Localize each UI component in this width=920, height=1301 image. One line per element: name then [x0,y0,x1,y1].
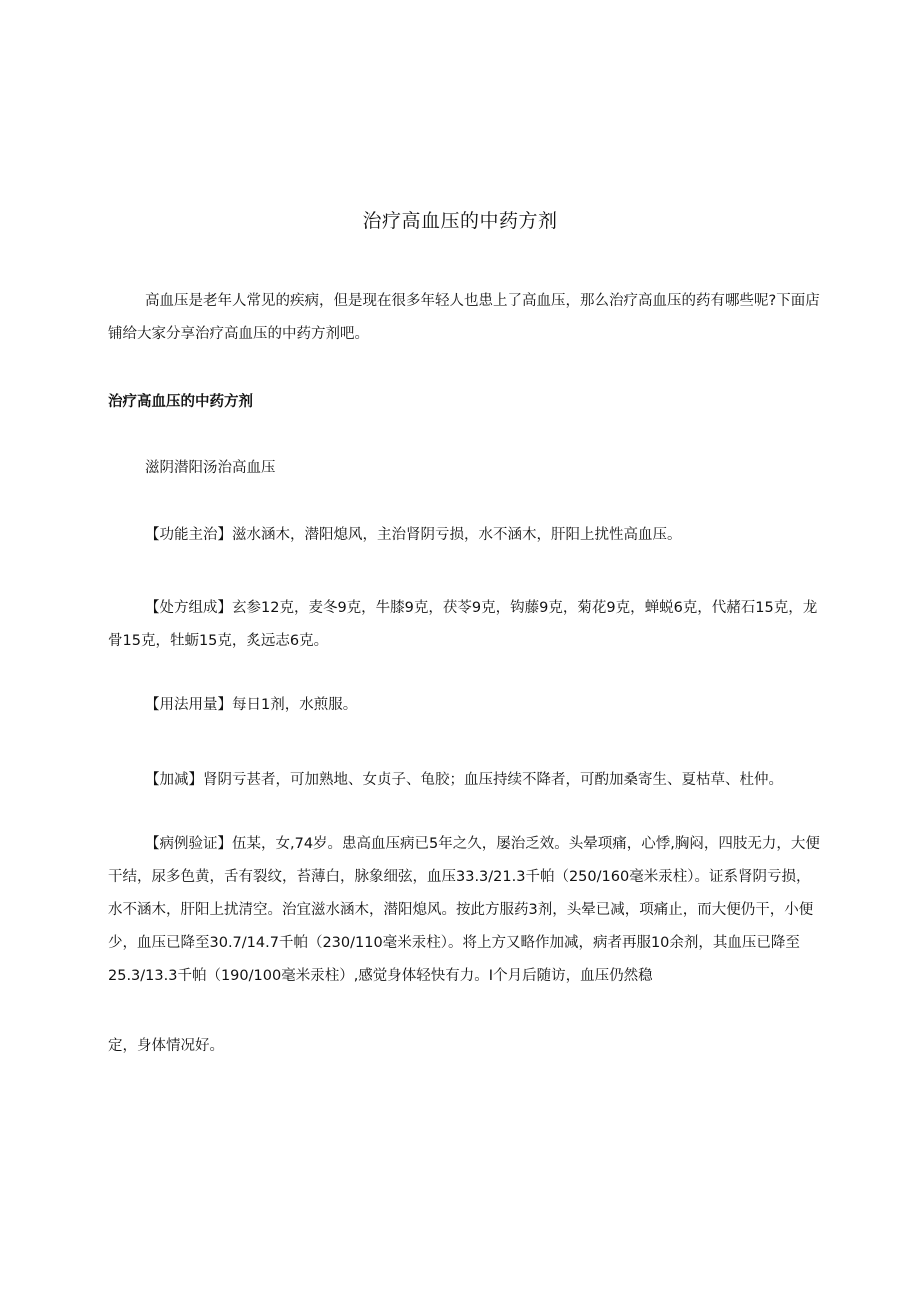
section-heading: 治疗高血压的中药方剂 [108,394,253,410]
formula-name: 滋阴潜阳汤治高血压 [145,460,276,476]
document-title: 治疗高血压的中药方剂 [362,210,558,232]
case-tail-paragraph: 定，身体情况好。 [108,1038,224,1054]
composition-paragraph: 【处方组成】玄参12克，麦冬9克，牛膝9克，茯苓9克，钩藤9克，菊花9克，蝉蜕6克，代赭石15克，龙骨15克，牡蛎15克，炙远志6克。 [108,600,818,649]
adjustment-paragraph: 【加减】肾阴亏甚者，可加熟地、女贞子、龟胶；血压持续不降者，可酌加桑寄生、夏枯草、杜仲。 [145,772,783,788]
usage-paragraph: 【用法用量】每日1剂，水煎服。 [145,697,358,713]
case-paragraph: 【病例验证】伍某，女,74岁。患高血压病已5年之久，屡治乏效。头晕项痛，心悸,胸闷，四肢无力，大便干结，尿多色黄，舌有裂纹，苔薄白，脉象细弦，血压33.3/21.3千帕（250/160毫米汞柱）。证系肾阴亏损，水不涵木，肝阳上扰清空。治宜滋水涵木，潜阳熄风。按此方服药3剂，头晕已减，项痛止，而大便仍干，小便少，血压已降至30.7/14.7千帕（230/110毫米汞柱）。将上方又略作加减，病者再服10余剂，其血压已降至25.3/13.3千帕（190/100毫米汞柱）,感觉身体轻快有力。I个月后随访，血压仍然稳 [108,836,820,984]
intro-paragraph: 高血压是老年人常见的疾病，但是现在很多年轻人也患上了高血压，那么治疗高血压的药有哪些呢?下面店铺给大家分享治疗高血压的中药方剂吧。 [108,293,820,342]
function-paragraph: 【功能主治】滋水涵木，潜阳熄风，主治肾阴亏损，水不涵木，肝阳上扰性高血压。 [145,527,682,543]
